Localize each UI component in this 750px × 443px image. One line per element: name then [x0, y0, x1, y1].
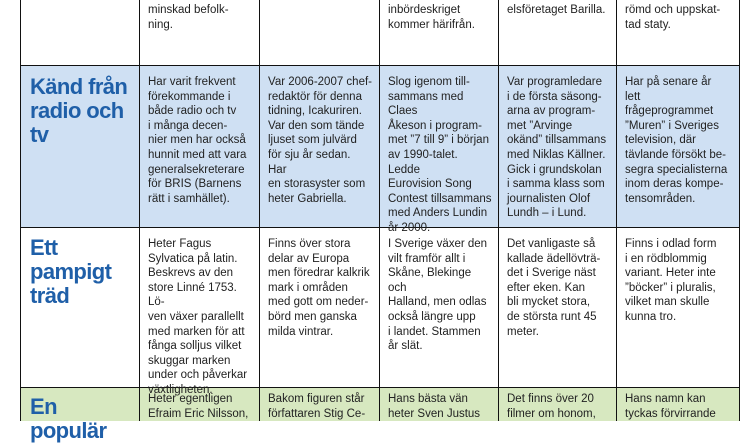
table-cell: Heter Fagus Sylvatica på latin. Beskrevs av den store Linné 1753. Lö- ven växer parallellt med marken för att fånga solljus vilket skuggar marken under och påverkar växtligheten.: [148, 238, 248, 396]
table-cell: Bakom figuren står författaren Stig Ce-: [268, 393, 366, 420]
table-cell: Finns över stora delar av Europa men föredrar kalkrik mark i områden med gott om neder- börd men ganska milda vintrar.: [268, 238, 370, 338]
row-divider: [20, 387, 740, 388]
table-cell: elsföretaget Barilla.: [507, 4, 606, 16]
column-divider: [616, 0, 617, 421]
table-cell: Det vanligaste så kallade ädellövträ- det i Sverige näst efter eken. Kan bli mycket stora, de största runt 45 meter.: [507, 238, 601, 338]
table-cell: Finns i odlad form i en rödblommig variant. Heter inte ”böcker” i pluralis, vilket man skulle kunna tro.: [625, 238, 717, 323]
table-cell: Heter egentligen Efraim Eric Nilsson,: [148, 393, 249, 420]
table-cell: Slog igenom till- sammans med Claes Åkeson i program- met ”7 till 9” i början av 1990-talet. Ledde Eurovision Song Contest tillsammans med Anders Lundin år 2000.: [388, 76, 492, 234]
column-divider: [498, 0, 499, 421]
category-heading: En populär: [30, 394, 107, 443]
table-cell: Har på senare år lett frågeprogrammet ”Muren” i Sveriges television, där tävlande försökt be- segra specialisterna inom deras kompe- tensområden.: [625, 76, 728, 205]
table-cell: Det finns över 20 filmer om honom,: [507, 393, 596, 420]
column-divider: [379, 0, 380, 421]
table-cell: Var 2006-2007 chef- redaktör för denna tidning, Icakuriren. Var den som tände ljuset som julvärd för sju år sedan. Har en storasyster som heter Gabriella.: [268, 76, 372, 205]
category-heading: Ett pampigt träd: [30, 235, 112, 308]
table-cell: Har varit frekvent förekommande i både radio och tv i många decen- nier men har också hunnit med att vara generalsekreterare för BRIS (Barnens rätt i samhället).: [148, 76, 247, 205]
table-cell: Var programledare i de första säsong- arna av program- met ”Arvinge okänd” tillsammans med Niklas Källner. Gick i grundskolan i samma klass som journalisten Olof Lundh – i Lund.: [507, 76, 607, 220]
table-cell: Hans bästa vän heter Sven Justus: [388, 393, 481, 420]
table-cell: Hans namn kan tyckas förvirrande: [625, 393, 716, 420]
table-cell: minskad befolk- ning.: [148, 4, 229, 31]
column-divider: [259, 0, 260, 421]
column-divider: [739, 0, 740, 421]
table-cell: I Sverige växer den vilt framför allt i Skåne, Blekinge och Halland, men odlas också längre upp i landet. Stammen år slät.: [388, 238, 488, 353]
category-heading: Känd från radio och tv: [30, 74, 128, 147]
table-cell: inbördeskriget kommer härifrån.: [388, 4, 475, 31]
table-cell: römd och uppskat- tad staty.: [625, 4, 721, 31]
row-divider: [20, 65, 740, 66]
column-divider: [139, 0, 140, 421]
column-divider: [20, 0, 21, 421]
row-divider: [20, 227, 740, 228]
